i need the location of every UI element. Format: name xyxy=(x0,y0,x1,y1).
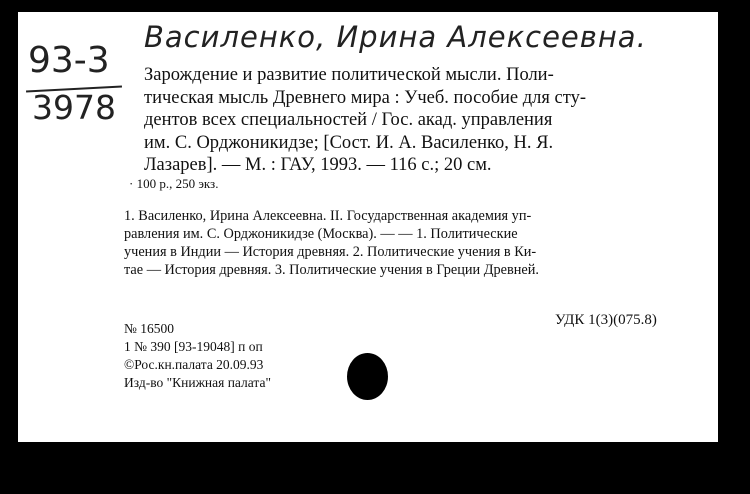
footer-line: № 16500 xyxy=(124,321,175,336)
footer-line: 1 № 390 [93-19048] п оп xyxy=(124,339,263,354)
footer-line: Изд-во "Книжная палата" xyxy=(124,375,271,390)
tracing-line: тае — История древняя. 3. Политические учения в Греции Древней. xyxy=(124,262,539,278)
footer-line: ©Рос.кн.палата 20.09.93 xyxy=(124,357,264,372)
ink-blot xyxy=(347,353,388,400)
handwritten-author-name: Василенко, Ирина Алексеевна. xyxy=(144,20,647,54)
main-entry-line: дентов всех специальностей / Гос. акад. управления xyxy=(144,110,553,130)
call-number-bottom: 3978 xyxy=(32,88,116,127)
main-entry-line: Лазарев]. — М. : ГАУ, 1993. — 116 с.; 20 см. xyxy=(144,155,492,175)
tracing-line: равления им. С. Орджоникидзе (Москва). — — 1. Политические xyxy=(124,226,518,242)
publisher-footer xyxy=(124,320,271,392)
main-entry-line: Зарождение и развитие политической мысли. Поли- xyxy=(144,65,554,85)
main-entry-line: тическая мысль Древнего мира : Учеб. пособие для сту- xyxy=(144,87,586,108)
tracings xyxy=(124,207,539,279)
catalog-card xyxy=(18,12,718,442)
tracing-line: учения в Индии — История древняя. 2. Политические учения в Ки- xyxy=(124,244,537,260)
udc-code: УДК 1(3)(075.8) xyxy=(555,312,657,328)
tracing-line: 1. Василенко, Ирина Алексеевна. II. Государственная академия уп- xyxy=(124,208,532,224)
price-line: · 100 р., 250 экз. xyxy=(129,176,219,191)
call-number-top: 93-3 xyxy=(28,40,110,81)
main-entry-line: им. С. Орджоникидзе; [Сост. И. А. Василенко, Н. Я. xyxy=(144,132,554,153)
main-entry xyxy=(144,64,586,177)
